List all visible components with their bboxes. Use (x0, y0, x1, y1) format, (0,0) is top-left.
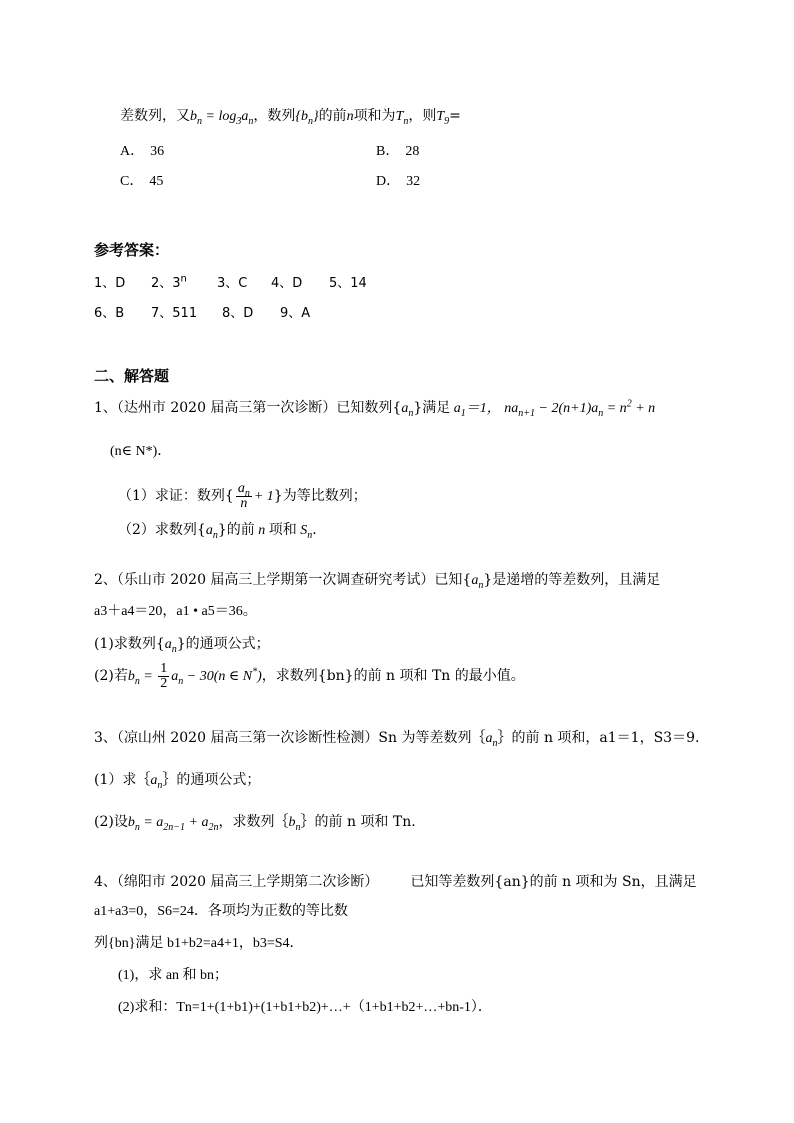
math-fraction: $\frac{a_n}{n}$ (237, 480, 250, 511)
q4-line2: a1+a3=0，S6=24．各项均为正数的等比数 (94, 904, 348, 919)
q3-part1 (94, 770, 260, 791)
q1-part1 (118, 478, 367, 515)
math-n: n (254, 523, 269, 538)
option-letter: C． (120, 174, 144, 189)
answers-row-1 (94, 274, 367, 294)
q2-text: }是递增的等差数列，且满足 (483, 572, 661, 588)
q3-text: 3、（凉山州 2020 届高三第一次诊断性检测）Sn 为等差数列｛ (94, 730, 486, 746)
q3-line1 (94, 728, 699, 749)
option-value: 32 (406, 174, 421, 189)
stem-text: ，数列 (253, 108, 296, 124)
math-an: $a_n$ (471, 573, 484, 591)
q3-text: ｝的前 n 项和，a1＝1，S3＝9. (497, 730, 700, 746)
math-an: $a_n$ (164, 637, 177, 655)
q3-text: ，求数列｛ (218, 814, 289, 830)
q2-text: (2)若 (94, 668, 128, 684)
stem-text: ，则 (408, 108, 437, 124)
option-a (120, 142, 164, 162)
answer-item: 5、14 (329, 276, 367, 291)
q2-text: (1)求数列{ (94, 636, 165, 652)
math-bn-def: $b_n = \log_3a_n$ (190, 109, 254, 127)
q1-text: . (312, 522, 317, 538)
q1-text: }为等比数列； (273, 488, 367, 504)
answers-heading: 参考答案： (94, 241, 170, 259)
answer-item: 4、D (271, 276, 303, 291)
q4-part2: (2)求和：Tn=1+(1+b1)+(1+b1+b2)+…+（1+b1+b2+…+bn-1）． (118, 1000, 492, 1015)
q2-text: }的通项公式； (176, 636, 270, 652)
stem-text: = (449, 108, 461, 124)
math-an: $a_n$ (205, 523, 218, 541)
option-c (120, 172, 163, 192)
q1-line1 (94, 398, 655, 419)
option-value: 28 (405, 144, 420, 159)
answer-item: 7、511 (151, 306, 198, 321)
answer-item: 3、C (217, 276, 248, 291)
q2-text: 2、（乐山市 2020 届高三上学期第一次调查研究考试）已知{ (94, 572, 472, 588)
math-bn-def: $b_n = a_{2n-1} + a_{2n}$ (127, 815, 219, 833)
stem-text: 项和为 (353, 108, 396, 124)
math-expr: $a_n - 30(n$ ∈ N*) (171, 666, 262, 687)
q2-part1 (94, 634, 270, 655)
math-bn-def: $b_n$ = (127, 669, 157, 687)
math-T9: $T_9$ (436, 109, 450, 127)
q1-text: （1）求证：数列{ (118, 488, 234, 504)
answer-sup: n (180, 273, 187, 285)
option-letter: A． (120, 144, 145, 159)
answer-item (151, 274, 217, 294)
math-an: $a_n$ (401, 401, 414, 419)
q4-text: 已知等差数列{an}的前 n 项和为 Sn，且满足 (410, 874, 697, 890)
q2-line2: a3＋a4＝20，a1 • a5＝36。 (94, 604, 257, 619)
math-Sn: $S_n$ (296, 523, 313, 541)
q4-line1 (94, 872, 697, 892)
answer-item: 1、D (94, 276, 126, 291)
option-letter: B． (376, 144, 400, 159)
q2-text: ，求数列{bn}的前 n 项和 Tn 的最小值。 (261, 668, 525, 684)
answer-item: 9、A (280, 306, 311, 321)
q3-text: (2)设 (94, 814, 128, 830)
q2-line1 (94, 570, 660, 591)
option-d (376, 172, 420, 192)
math-plus-one: + 1 (253, 489, 274, 504)
answers-row-2 (94, 304, 310, 324)
stem-text: 的前 (318, 108, 347, 124)
q1-text: （2）求数列{ (118, 522, 206, 538)
q3-text: ｝的通项公式； (162, 772, 261, 788)
answer-text: 2、3 (151, 276, 181, 291)
q3-part2 (94, 812, 416, 833)
math-an: $a_n$ (150, 773, 163, 791)
math-an: $a_n$ (485, 731, 498, 749)
q3-text: ｝的前 n 项和 Tn. (300, 814, 416, 830)
option-value: 36 (150, 144, 165, 159)
q4-text: 4、（绵阳市 2020 届高三上学期第二次诊断） (94, 874, 379, 890)
math-a1: $a_1=1$， $na_{n+1} - 2(n+1)a_n = n^2 + n$ (450, 398, 656, 419)
q1-text: 项和 (268, 522, 297, 538)
q4-part1: (1)，求 an 和 bn； (118, 968, 229, 983)
math-bn-seq: $\{b_n\}$ (295, 109, 319, 127)
q1-part2 (118, 520, 317, 541)
q1-text: }满足 (413, 400, 451, 416)
q1-line2: (n∈ N*)． (110, 444, 172, 459)
q3-text: (1）求｛ (94, 772, 151, 788)
answer-item: 6、B (94, 306, 125, 321)
q1-text: }的前 (217, 522, 255, 538)
math-bn: $b_n$ (288, 815, 301, 833)
math-n: n (346, 109, 354, 124)
stem-text: 差数列，又 (120, 108, 190, 124)
q1-text: 1、（达州市 2020 届高三第一次诊断）已知数列{ (94, 400, 402, 416)
math-Tn: $T_n$ (395, 109, 409, 127)
prev-question-stem (120, 106, 461, 127)
answer-item: 8、D (222, 306, 254, 321)
math-half: $\frac{1}{2}$ (160, 660, 168, 691)
q2-part2 (94, 658, 525, 695)
option-value: 45 (149, 174, 164, 189)
option-letter: D． (376, 174, 401, 189)
q4-line3: 列{bn}满足 b1+b2=a4+1，b3=S4． (94, 936, 304, 951)
section-heading: 二、解答题 (94, 367, 170, 385)
option-b (376, 142, 419, 162)
